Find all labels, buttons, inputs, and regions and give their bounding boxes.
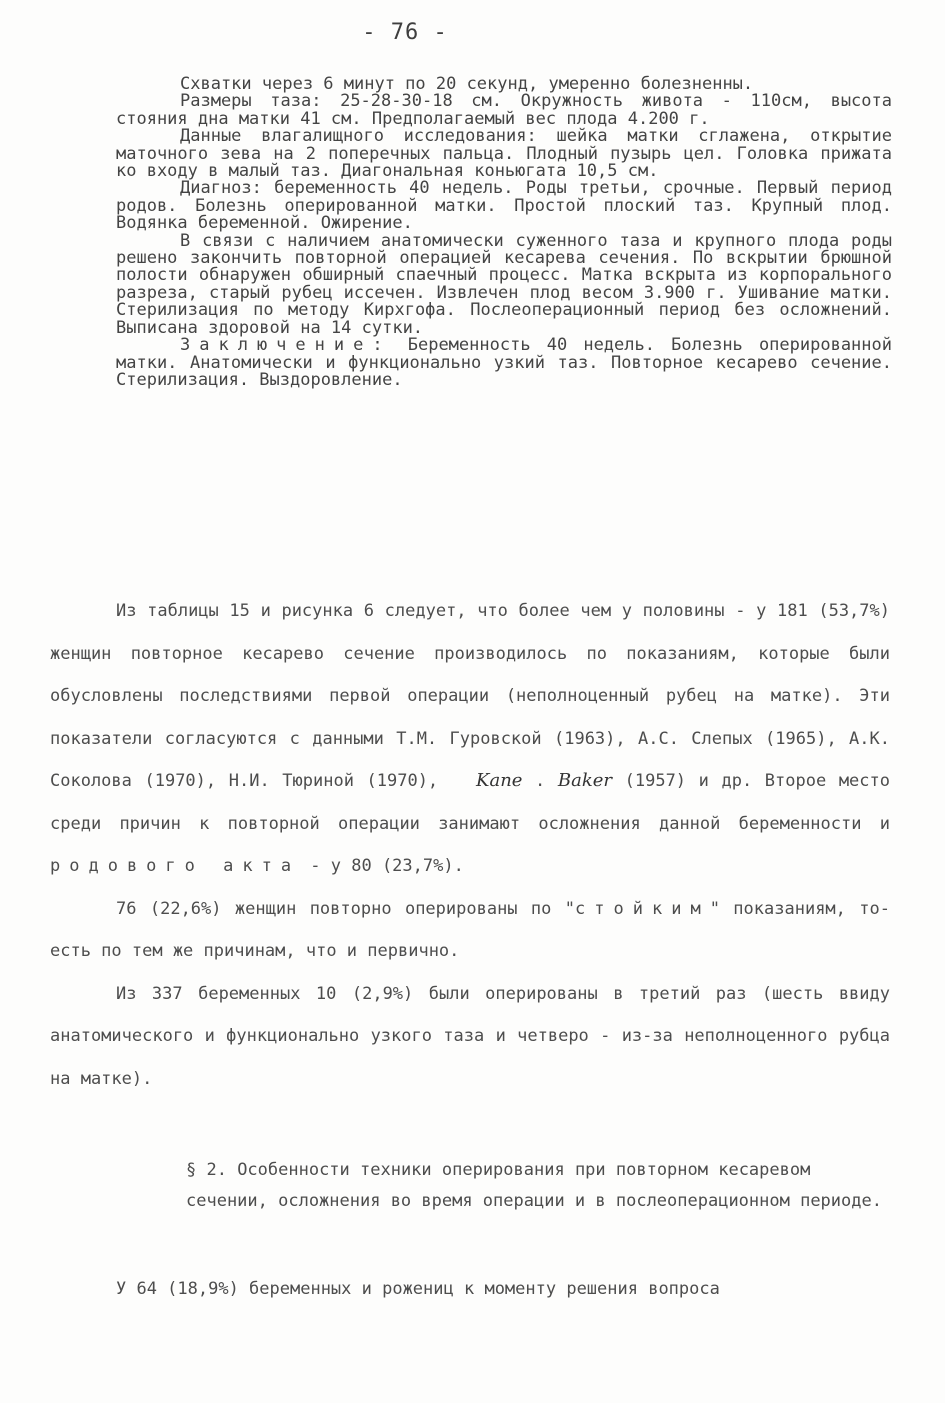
case-diagnosis: Диагноз: беременность 40 недель. Роды третьи, срочные. Первый период родов. Болезнь оперированной матки. Простой плоский таз. Крупный плод. Водянка беременной. Ожирение. xyxy=(116,178,892,234)
case-conclusion xyxy=(116,337,892,389)
spaced-word-persistent: стойким xyxy=(575,898,710,919)
handwritten-author-kane: Kane xyxy=(476,770,523,791)
section-marker: § 2. xyxy=(186,1160,227,1180)
case-pelvis-measurements: Размеры таза: 25-28-30-18 см. Окружность живота - 110см, высота стояния дна матки 41 см. Предполагаемый вес плода 4.200 г. xyxy=(116,91,892,129)
paragraph-indications xyxy=(50,590,890,888)
paragraph-indications-part2: (1957) и др. Второе место среди причин к повторной операции занимают осложнения данной беременности и xyxy=(50,771,890,834)
paragraph-persistent-part2: " показаниям, то-есть по тем же причинам, что и первично. xyxy=(50,898,890,961)
case-contractions: Схватки через 6 минут по 20 секунд, умеренно болезненны. xyxy=(180,74,754,94)
conclusion-label: Заключение: xyxy=(180,335,392,356)
section-title xyxy=(116,1155,886,1217)
paragraph-persistent-indications xyxy=(50,888,890,973)
section-title-text: Особенности техники оперирования при повторном кесаревом сечении, осложнения во время операции и в послеоперационном периоде. xyxy=(186,1160,882,1211)
paragraph-persistent-part1: 76 (22,6%) женщин повторно оперированы по " xyxy=(116,898,576,919)
section-heading xyxy=(116,1155,886,1217)
page-number: - 76 - xyxy=(362,20,448,45)
closing-line: У 64 (18,9%) беременных и рожениц к моменту решения вопроса xyxy=(116,1279,720,1299)
case-operation: В связи с наличием анатомически суженного таза и крупного плода роды решено закончить повторной операцией кесарева сечения. По вскрытии брюшной полости обнаружен обширный спаечный процесс. Матка вскрыта из корпорального разреза, старый рубец иссечен. Извлечен плод весом 3.900 г. Ушивание матки. Стерилизация по методу Кирхгофа. Послеоперационный период без осложнений. Выписана здоровой на 14 сутки. xyxy=(116,230,892,338)
author-separator: . xyxy=(522,771,558,791)
handwritten-author-baker: Baker xyxy=(557,770,613,791)
paragraph-third-operation: Из 337 беременных 10 (2,9%) были оперированы в третий раз (шесть ввиду анатомического и функционально узкого таза и четверо - из-за неполноценного рубца на матке). xyxy=(50,983,890,1089)
case-vaginal-exam: Данные влагалищного исследования: шейка матки сглажена, открытие маточного зева на 2 поперечных пальца. Плодный пузырь цел. Головка прижата ко входу в малый таз. Диагональная коньюгата 10,5 см. xyxy=(116,126,892,182)
case-record xyxy=(116,76,892,389)
paragraph-indications-part3: - у 80 (23,7%). xyxy=(300,856,464,876)
paragraph-indications-part1: Из таблицы 15 и рисунка 6 следует, что более чем у половины - у 181 (53,7%) женщин повторное кесарево сечение производилось по показаниям, которые были обусловлены последствиями первой операции (неполноценный рубец на матке). Эти показатели согласуются с данными Т.М. Гуровской (1963), А.С. Слепых (1965), А.К. Соколова (1970), Н.И. Тюриной (1970), xyxy=(50,601,890,791)
spaced-phrase-birth-act: родового акта xyxy=(50,856,301,876)
closing-text xyxy=(116,1268,891,1310)
conclusion-text: Беременность 40 недель. Болезнь оперированной матки. Анатомически и функционально узкий таз. Повторное кесарево сечение. Стерилизация. Выздоровление. xyxy=(116,335,892,390)
main-text xyxy=(50,590,890,1100)
